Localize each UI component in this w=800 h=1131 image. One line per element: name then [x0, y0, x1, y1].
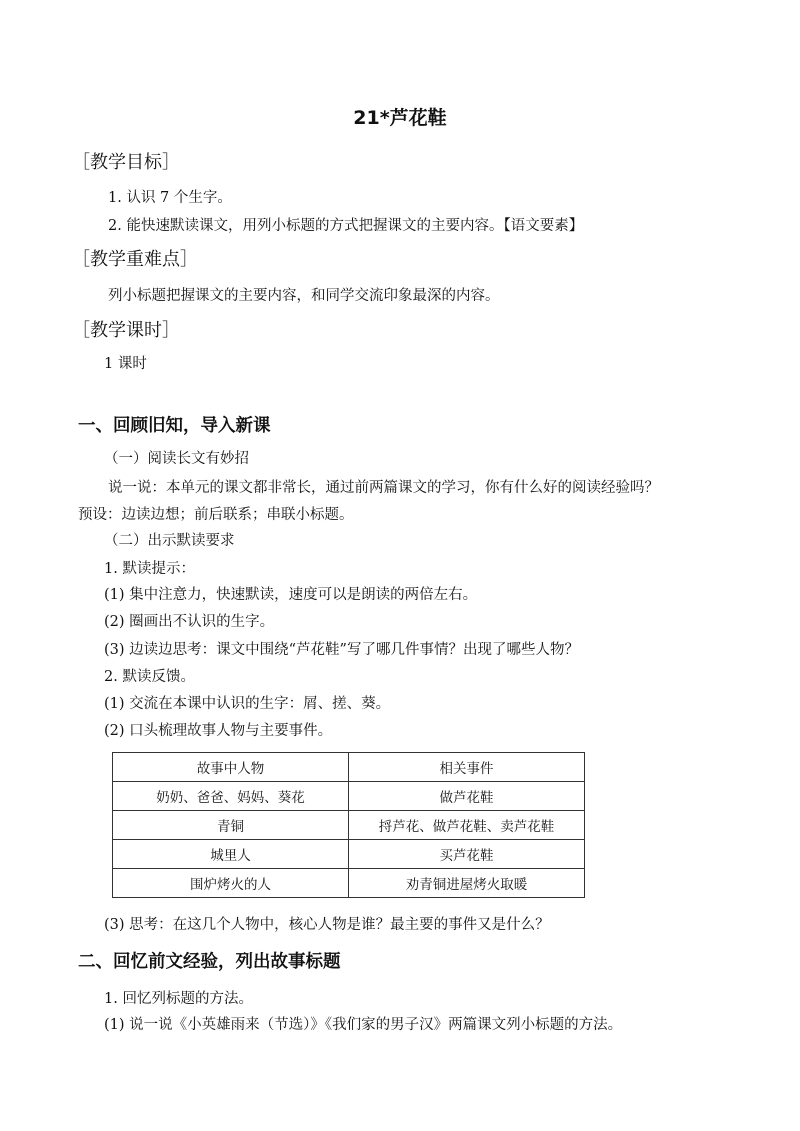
table-row [113, 869, 585, 898]
feedback-1: (1) 交流在本课中认识的生字：屑、搓、葵。 [104, 696, 391, 712]
goal-2: 2. 能快速默读课文，用列小标题的方式把握课文的主要内容。【语文要素】 [108, 218, 584, 234]
goals-heading: ［教学目标］ [72, 152, 180, 173]
difficulty-heading: ［教学重难点］ [72, 249, 198, 270]
feedback-title: 2. 默读反馈。 [104, 669, 195, 685]
part1-sub1: （一）阅读长文有妙招 [104, 451, 249, 467]
tip-title: 1. 默读提示： [104, 561, 195, 577]
tip-3: (3) 边读边思考：课文中围绕“芦花鞋”写了哪几件事情？出现了哪些人物？ [104, 642, 579, 658]
table-cell: 捋芦花、做芦花鞋、卖芦花鞋 [349, 811, 585, 840]
part2-item-1-1: (1) 说一说《小英雄雨来（节选）》《我们家的男子汉》两篇课文列小标题的方法。 [104, 1017, 623, 1033]
table-cell: 围炉烤火的人 [113, 869, 349, 898]
period-heading: ［教学课时］ [72, 320, 180, 341]
part1-sub2: （二）出示默读要求 [104, 533, 235, 549]
tip-1: (1) 集中注意力，快速默读，速度可以是朗读的两倍左右。 [104, 587, 478, 603]
think-question: (3) 思考：在这几个人物中，核心人物是谁？最主要的事件又是什么？ [104, 917, 550, 933]
table-cell: 买芦花鞋 [349, 840, 585, 869]
table-cell: 青铜 [113, 811, 349, 840]
characters-events-table [112, 752, 585, 898]
part1-say: 说一说：本单元的课文都非常长，通过前两篇课文的学习，你有什么好的阅读经验吗？ [108, 480, 659, 496]
table-header-row [113, 753, 585, 782]
table-header-cell: 相关事件 [349, 753, 585, 782]
part1-heading: 一、回顾旧知，导入新课 [78, 416, 271, 436]
table-row [113, 811, 585, 840]
table-cell: 做芦花鞋 [349, 782, 585, 811]
part2-item-1: 1. 回忆列标题的方法。 [104, 991, 253, 1007]
table-cell: 奶奶、爸爸、妈妈、葵花 [113, 782, 349, 811]
table-cell: 劝青铜进屋烤火取暖 [349, 869, 585, 898]
goal-1: 1. 认识 7 个生字。 [108, 190, 232, 206]
tip-2: (2) 圈画出不认识的生字。 [104, 614, 275, 630]
part2-heading: 二、回忆前文经验，列出故事标题 [78, 952, 341, 972]
period-text: 1 课时 [104, 356, 147, 372]
feedback-2: (2) 口头梳理故事人物与主要事件。 [104, 723, 333, 739]
table-cell: 城里人 [113, 840, 349, 869]
table-row [113, 782, 585, 811]
part1-preset: 预设：边读边想；前后联系；串联小标题。 [78, 507, 354, 523]
table-header-cell: 故事中人物 [113, 753, 349, 782]
difficulty-text: 列小标题把握课文的主要内容，和同学交流印象最深的内容。 [108, 288, 500, 304]
table-row [113, 840, 585, 869]
page-title: 21*芦花鞋 [353, 107, 447, 129]
